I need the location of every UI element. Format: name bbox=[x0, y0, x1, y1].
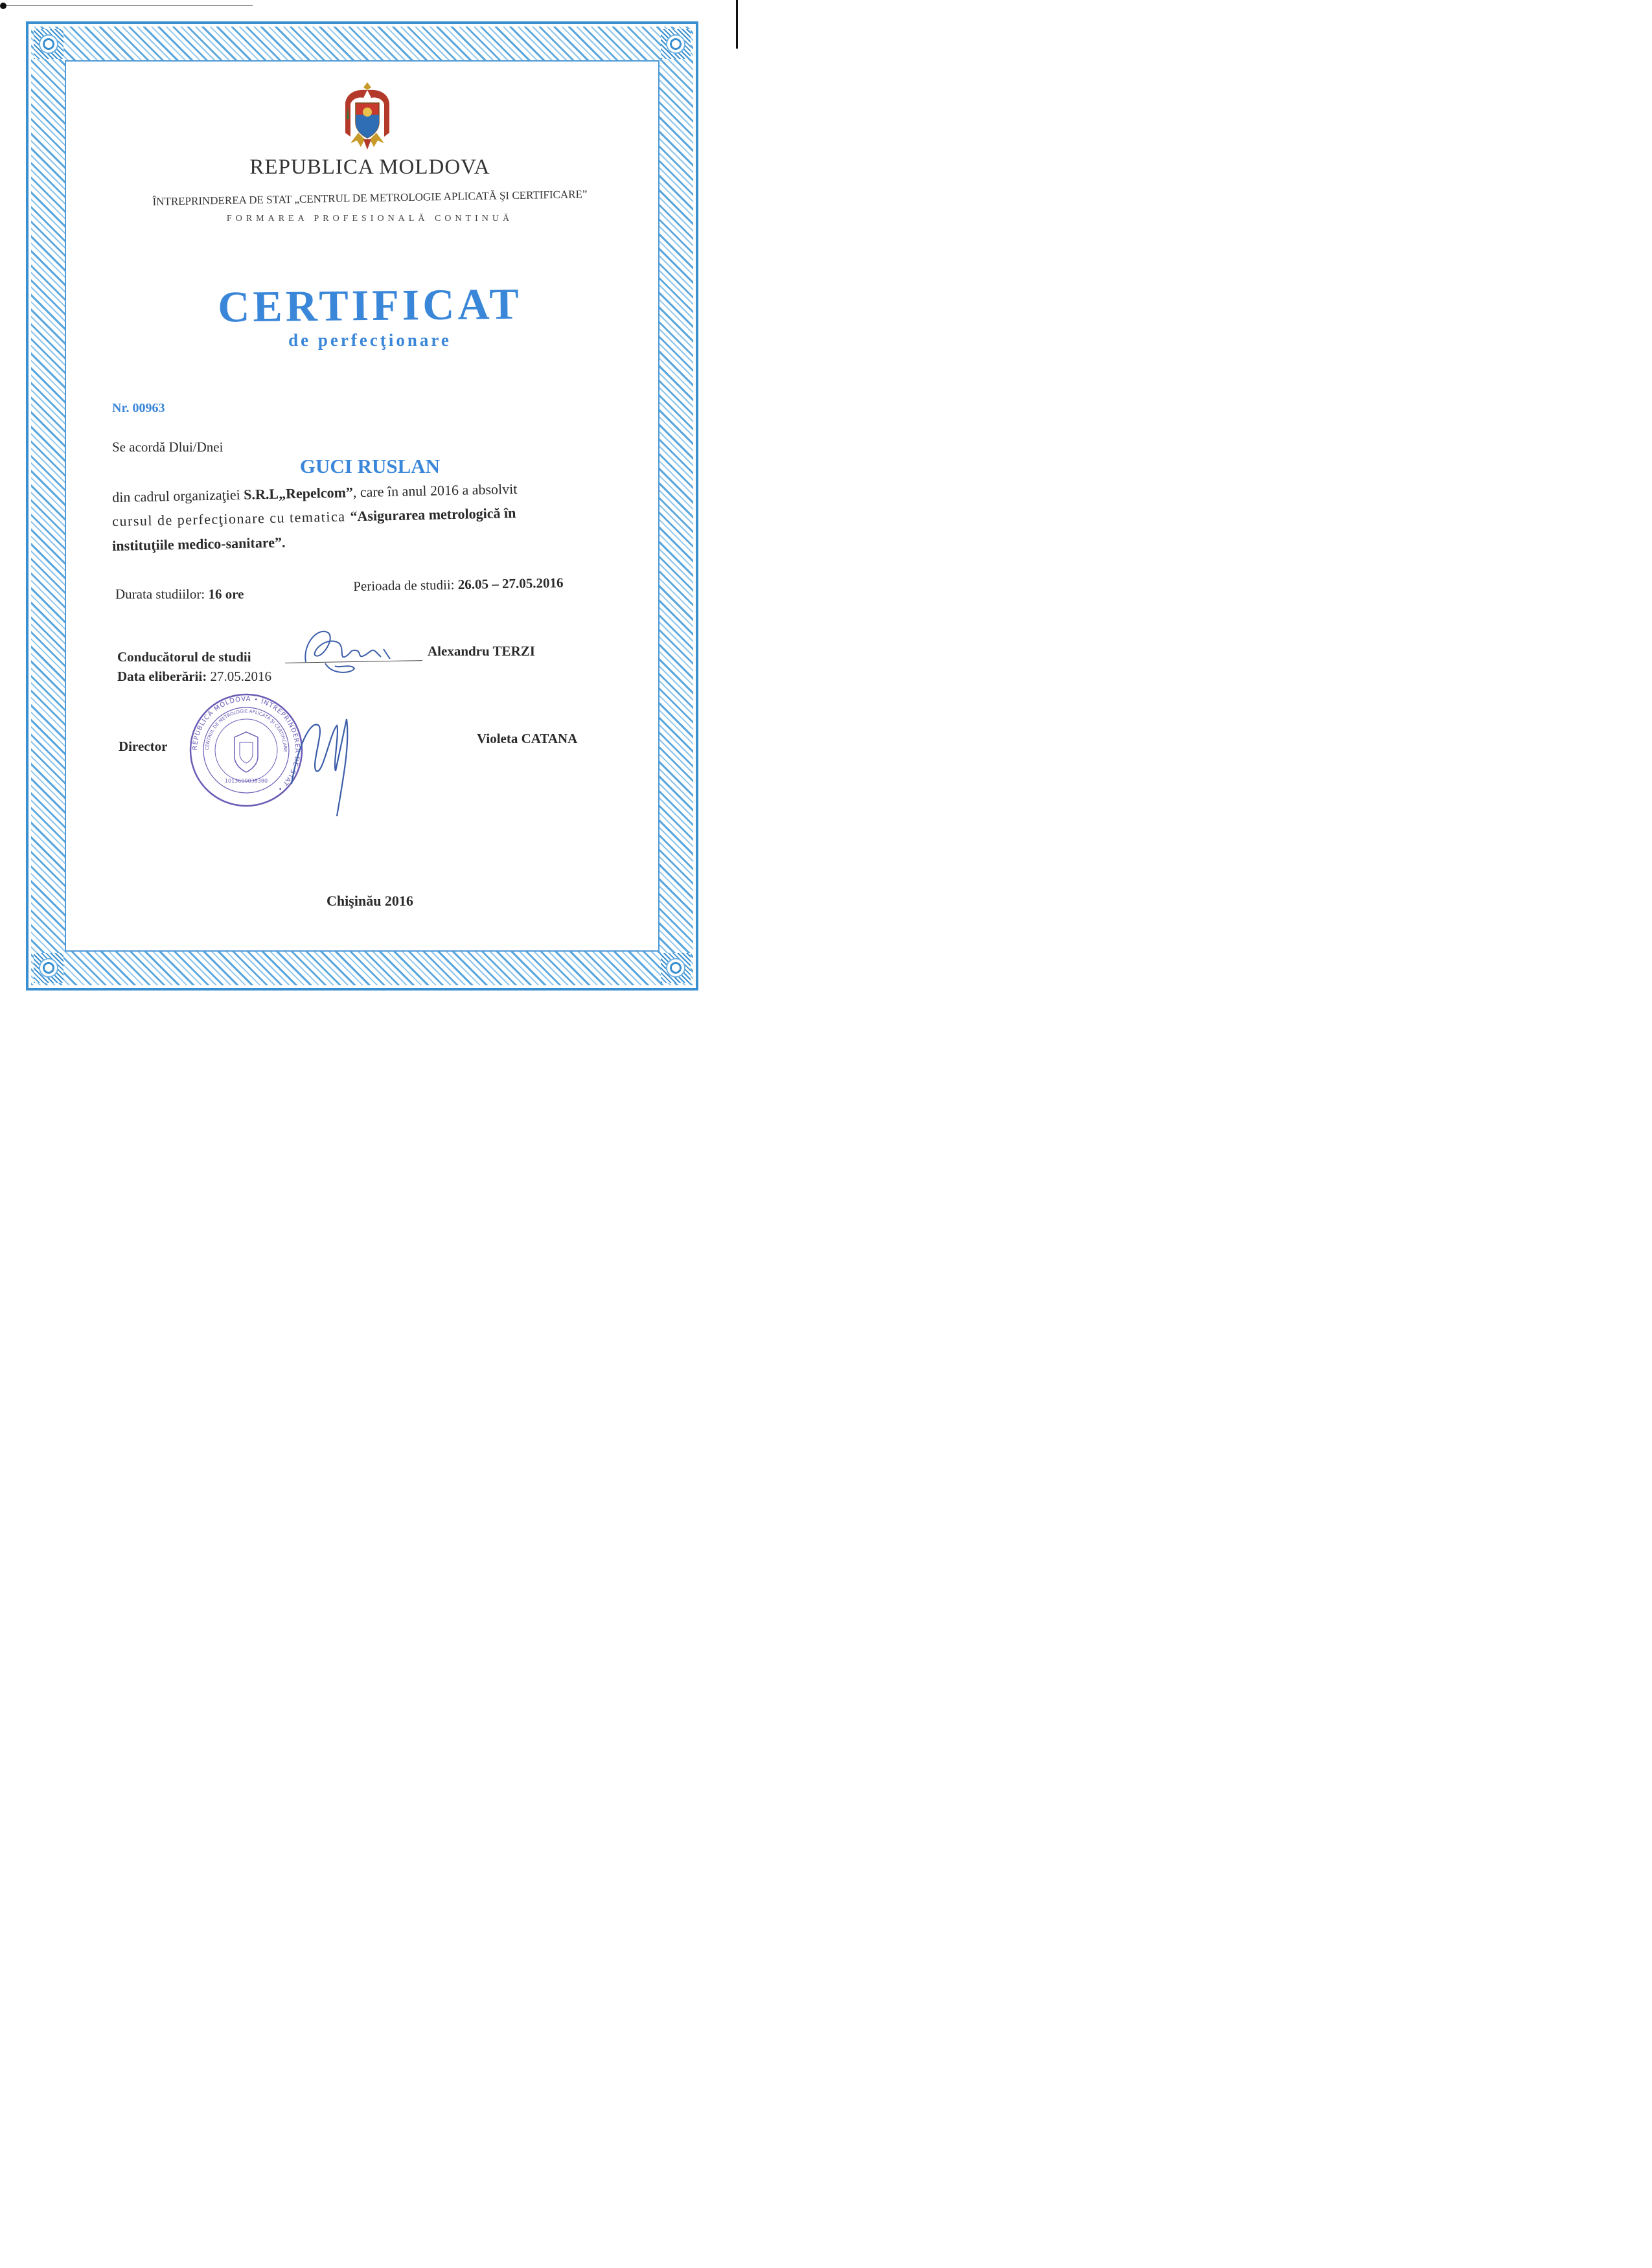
director-signature bbox=[285, 706, 363, 819]
director-label: Director bbox=[119, 739, 168, 754]
study-duration bbox=[115, 586, 244, 602]
course-topic-part-2: instituţiile medico-sanitare”. bbox=[112, 534, 286, 554]
body-line-1-prefix: din cadrul organizaţiei bbox=[112, 486, 244, 505]
stamp-outer-text: REPUBLICA MOLDOVA • ÎNTREPRINDEREA DE STAT • bbox=[191, 695, 301, 793]
issue-date-value: 27.05.2016 bbox=[210, 669, 271, 684]
corner-ornament-bottom-left bbox=[34, 953, 63, 983]
issue-date-line bbox=[117, 669, 271, 685]
supervisor-signature bbox=[299, 623, 409, 682]
svg-text:CENTRUL DE METROLOGIE APLICATĂ bbox=[205, 709, 288, 752]
scan-dot bbox=[0, 3, 6, 9]
issue-date-label: Data eliberării: bbox=[117, 669, 211, 684]
corner-ornament-top-left bbox=[34, 29, 63, 59]
supervisor-label: Conducătorul de studii bbox=[117, 649, 251, 665]
corner-ornament-top-right bbox=[661, 29, 691, 59]
recipient-name: GUCI RUSLAN bbox=[299, 455, 441, 477]
place-and-year: Chişinău 2016 bbox=[327, 893, 413, 909]
body-line-2-prefix: cursul de perfecţionare cu tematica bbox=[112, 508, 350, 529]
duration-value: 16 ore bbox=[208, 586, 244, 602]
recipient-intro: Se acordă Dlui/Dnei bbox=[112, 439, 224, 455]
stamp-inner-text: CENTRUL DE METROLOGIE APLICATĂ ŞI CERTIFICARE bbox=[204, 708, 288, 753]
certificate-subtitle: de perfecţionare bbox=[288, 330, 452, 350]
certificate-title: CERTIFICAT bbox=[217, 279, 523, 332]
duration-label: Durata studiilor: bbox=[115, 586, 209, 602]
course-topic-part-1: “Asigurarea metrologică în bbox=[350, 504, 516, 525]
country-heading: REPUBLICA MOLDOVA bbox=[249, 155, 490, 179]
certificate-number: Nr. 00963 bbox=[112, 401, 165, 415]
institution-name: ÎNTREPRINDEREA DE STAT „CENTRUL DE METROLOGIE APLICATĂ ŞI CERTIFICARE” bbox=[152, 188, 588, 208]
corner-ornament-bottom-right bbox=[661, 953, 691, 983]
period-value: 26.05 – 27.05.2016 bbox=[457, 575, 564, 593]
scan-top-line bbox=[6, 5, 253, 6]
supervisor-name: Alexandru TERZI bbox=[428, 643, 535, 659]
coat-of-arms-icon bbox=[341, 81, 393, 152]
organization-name: S.R.L„Repelcom” bbox=[243, 484, 354, 503]
scan-edge-line bbox=[736, 0, 738, 49]
body-line-1-suffix: , care în anul 2016 a absolvit bbox=[352, 480, 518, 501]
period-label: Perioada de studii: bbox=[353, 577, 458, 594]
stamp-code: 1013600038380 bbox=[224, 778, 268, 784]
department-name: FORMAREA PROFESIONALĂ CONTINUĂ bbox=[226, 214, 514, 223]
director-name: Violeta CATANA bbox=[477, 731, 578, 746]
